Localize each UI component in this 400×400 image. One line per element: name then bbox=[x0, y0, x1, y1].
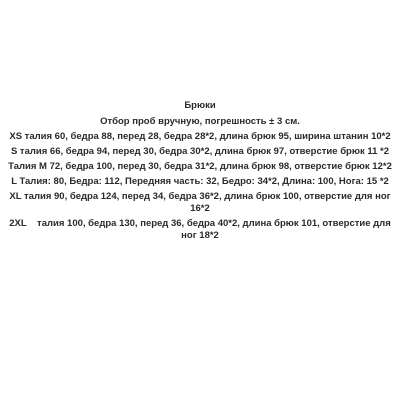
size-chart-document bbox=[0, 100, 400, 245]
size-row-xs: XS талия 60, бедра 88, перед 28, бедра 28*2, длина брюк 95, ширина штанин 10*2 bbox=[9, 131, 391, 142]
measurement-note: Отбор проб вручную, погрешность ± 3 см. bbox=[100, 116, 300, 127]
size-row-2xl: 2XL талия 100, бедра 130, перед 36, бедра 40*2, длина брюк 101, отверстие для ног 18*2 bbox=[9, 218, 394, 241]
size-row-m: Талия M 72, бедра 100, перед 30, бедра 31*2, длина брюк 98, отверстие брюк 12*2 bbox=[8, 161, 392, 172]
size-row-xl: XL талия 90, бедра 124, перед 34, бедра 36*2, длина брюк 100, отверстие для ног 16*2 bbox=[9, 191, 394, 214]
size-row-s: S талия 66, бедра 94, перед 30, бедра 30*2, длина брюк 97, отверстие брюк 11 *2 bbox=[10, 146, 390, 157]
document-title: Брюки bbox=[184, 100, 216, 111]
size-row-l: L Талия: 80, Бедра: 112, Передняя часть: 32, Бедро: 34*2, Длина: 100, Нога: 15 *2 bbox=[11, 176, 389, 187]
